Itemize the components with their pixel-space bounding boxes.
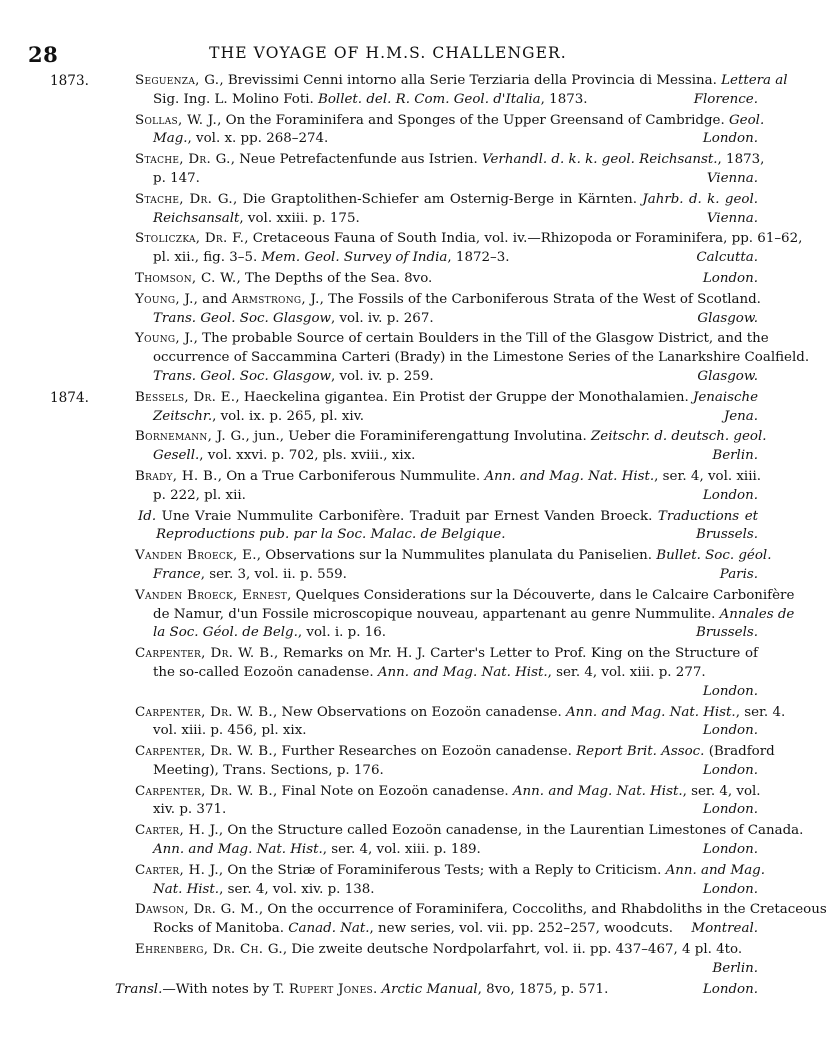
publication-place: Paris. [719, 566, 758, 582]
citation-text: , 8vo, 1875, p. 571. [477, 981, 609, 997]
publication-place: Glasgow. [697, 368, 758, 384]
italic-text: Bullet. Soc. géol. [656, 548, 772, 564]
entry-line [115, 981, 758, 1000]
citation-text: , 1873. [540, 91, 588, 107]
entry-line [135, 762, 758, 781]
italic-text: Trans. Geol. Soc. Glasgow [153, 368, 331, 384]
author-name: Vanden Broeck, E. [135, 548, 257, 564]
citation-text: , jun., Ueber die Foraminiferengattung Involutina. [245, 429, 591, 445]
italic-text: Ann. and Mag. Nat. Hist. [512, 783, 683, 799]
citation-text: , The Depths of the Sea. 8vo. [236, 270, 433, 286]
citation-text: , vol. iv. p. 259. [330, 368, 434, 384]
entry-line [135, 151, 765, 170]
italic-text: Bollet. del. R. Com. Geol. d'Italia [318, 91, 541, 107]
bibliography-entry [135, 862, 765, 902]
entry-line [135, 722, 758, 741]
entry-line [135, 822, 804, 841]
italic-text: Ann. and Mag. Nat. Hist. [377, 664, 548, 680]
citation-text: Meeting), Trans. Sections, p. 176. [153, 762, 384, 778]
citation-text: , ser. 4, vol. xiii. p. 189. [322, 842, 481, 858]
bibliography-entry [135, 822, 804, 862]
italic-text: Geol. [724, 112, 765, 128]
citation-text: , vol. xxiii. p. 175. [239, 210, 360, 226]
bibliography-entry [135, 291, 761, 331]
bibliography-entry [135, 743, 775, 783]
citation-text: vol. xiii. p. 456, pl. xix. [153, 723, 307, 739]
citation-text: , Final Note on Eozoön canadense. [272, 783, 513, 799]
publication-place: London. [702, 802, 758, 818]
author-name: Young, J. [135, 331, 194, 347]
entry-line [135, 960, 758, 979]
italic-text: Jenaische [692, 389, 759, 405]
italic-text: Report Brit. Assoc. [576, 744, 705, 760]
italic-text: France [153, 566, 201, 582]
entry-line [135, 645, 758, 664]
entry-line [135, 91, 758, 110]
entry-line [135, 270, 758, 289]
entry-year: 1873. [50, 73, 89, 89]
bibliography-entry [135, 330, 810, 388]
citation-text: , The probable Source of certain Boulders in the Till of the Glasgow District, and the [193, 331, 769, 347]
citation-text: p. 147. [153, 170, 200, 186]
citation-text: , new series, vol. vii. pp. 252–257, woodcuts. [369, 921, 673, 937]
entry-line [135, 743, 775, 762]
entry-line [135, 901, 827, 920]
italic-text: la Soc. Géol. de Belg. [153, 625, 298, 641]
publication-place: London. [702, 842, 758, 858]
citation-text: the so-called Eozoön canadense. [153, 664, 378, 680]
page-header [28, 42, 748, 67]
entry-line [135, 566, 758, 585]
publication-place: London. [702, 762, 758, 778]
entry-line [135, 547, 772, 566]
entry-line [135, 368, 758, 387]
citation-text: . [372, 981, 382, 997]
italic-text: Reichsansalt [153, 210, 240, 226]
author-name: Seguenza, G. [135, 73, 220, 88]
running-title: THE VOYAGE OF H.M.S. CHALLENGER. [209, 44, 567, 62]
bibliography-entry [50, 389, 759, 429]
entry-line [135, 704, 786, 723]
citation-text: —With notes by T. [162, 981, 289, 997]
italic-text: Mem. Geol. Survey of India [261, 250, 448, 266]
entry-line [135, 664, 758, 683]
author-name: Sollas, W. J. [135, 112, 218, 128]
author-name: Stache, Dr. G. [135, 152, 231, 168]
citation-text: , New Observations on Eozoön canadense. [272, 704, 566, 720]
entry-line [135, 587, 795, 606]
italic-text: Ann. and Mag. Nat. Hist. [565, 704, 736, 720]
author-name: Carpenter, Dr. W. B. [135, 704, 273, 720]
entry-line [135, 249, 758, 268]
publication-place: Jena. [723, 408, 758, 424]
italic-text: Jahrb. d. k. geol. [642, 191, 759, 207]
italic-text: Reproductions pub. par la Soc. Malac. de Belgique. [156, 527, 506, 543]
author-name: Vanden Broeck, Ernest [135, 587, 288, 603]
entry-line [135, 210, 758, 229]
bibliography-entry [138, 508, 758, 548]
italic-text: Nat. Hist. [153, 881, 220, 897]
author-name: Rupert Jones [288, 981, 373, 997]
citation-text: , On the occurrence of Foraminifera, Coccoliths, and Rhabdoliths in the Cretaceous [258, 902, 827, 918]
italic-text: Transl. [115, 981, 163, 997]
citation-text: , On a True Carboniferous Nummulite. [217, 468, 485, 484]
publication-place: Glasgow. [697, 310, 758, 326]
citation-text: , vol. x. pp. 268–274. [187, 131, 329, 147]
publication-place: London. [702, 487, 758, 503]
italic-text: Annales de [719, 606, 795, 622]
citation-text: , Quelques Considerations sur la Découverte, dans le Calcaire Carbonifère [287, 587, 795, 603]
publication-place: Montreal. [691, 921, 758, 937]
citation-text: Rocks of Manitoba. [153, 921, 289, 937]
italic-text: Arctic Manual [381, 981, 478, 997]
author-name: Brady, H. B. [135, 468, 218, 484]
author-name: Stoliczka, Dr. F. [135, 231, 245, 247]
citation-text: , ser. 4, vol. xiv. p. 138. [219, 881, 375, 897]
author-name: Carpenter, Dr. W. B. [135, 646, 275, 662]
publication-place: London. [702, 723, 758, 739]
entry-line [135, 349, 810, 368]
author-name: Dawson, Dr. G. M. [135, 902, 259, 918]
entry-line [135, 468, 762, 487]
bibliography-entry [135, 191, 758, 231]
citation-text: , Brevissimi Cenni intorno alla Serie Terziaria della Provincia di Messina. [219, 73, 717, 88]
citation-text: xiv. p. 371. [153, 802, 227, 818]
entry-line [135, 841, 758, 860]
entry-year: 1874. [50, 389, 89, 406]
author-name: Carter, H. J. [135, 823, 219, 839]
bibliography-entry [135, 901, 827, 941]
citation-text: , Observations sur la Nummulites planulata du Paniselien. [256, 548, 657, 564]
citation-text: de Namur, d'un Fossile microscopique nouveau, appartenant au genre Nummulite. [153, 606, 720, 622]
citation-text: , Die Graptolithen-Schiefer am Osternig-Berge in Kärnten. [232, 191, 643, 207]
citation-text: , ser. 4, vol. xiii. p. 277. [547, 664, 706, 680]
italic-text: Mag. [153, 131, 188, 147]
citation-text: pl. xii., fig. 3–5. [153, 250, 262, 266]
bibliography-entry [50, 72, 788, 112]
bibliography-entry [115, 981, 758, 1002]
citation-text: Une Vraie Nummulite Carbonifère. Traduit par Ernest Vanden Broeck. [156, 508, 658, 524]
citation-text: , 1872–3. [447, 250, 510, 266]
entry-line [135, 130, 758, 149]
entry-line [135, 920, 758, 939]
publication-place: Vienna. [706, 170, 758, 186]
italic-text: Zeitschr. d. deutsch. geol. [590, 429, 767, 445]
page-number: 28 [28, 42, 59, 67]
entry-line [135, 487, 758, 506]
author-name: Armstrong, J. [231, 291, 320, 307]
citation-text: (Bradford [704, 744, 775, 760]
italic-text: Trans. Geol. Soc. Glasgow [153, 310, 331, 326]
citation-text: , Die zweite deutsche Nordpolarfahrt, vol. ii. pp. 437–467, 4 pl. 4to. [282, 942, 743, 958]
italic-text: Ann. and Mag. [665, 862, 765, 878]
entry-line [135, 408, 758, 427]
publication-place: London. [702, 131, 758, 147]
entry-line [135, 801, 758, 820]
citation-text: , Remarks on Mr. H. J. Carter's Letter to Prof. King on the Structure of [274, 646, 758, 662]
author-name: Young, J. [135, 291, 194, 307]
italic-text: Gesell. [153, 448, 200, 464]
citation-text: , On the Striæ of Foraminiferous Tests; with a Reply to Criticism. [218, 862, 666, 878]
publication-place: London. [702, 981, 758, 997]
citation-text: , On the Foraminifera and Sponges of the Upper Greensand of Cambridge. [217, 112, 725, 128]
citation-text: , vol. i. p. 16. [297, 625, 387, 641]
bibliography-entry [135, 783, 761, 823]
bibliography-entry [135, 941, 758, 981]
italic-text: Id. [138, 508, 157, 524]
citation-text: , vol. ix. p. 265, pl. xiv. [212, 408, 364, 424]
author-name: Carpenter, Dr. W. B. [135, 744, 273, 760]
entry-line [135, 330, 769, 349]
entry-line [135, 862, 765, 881]
bibliography-entry [135, 151, 765, 191]
author-name: Thomson, C. W. [135, 270, 237, 286]
publication-place: Vienna. [706, 210, 758, 226]
entry-line [135, 447, 758, 466]
entry-line [135, 72, 788, 91]
bibliography-entry [135, 230, 803, 270]
entry-line [135, 881, 758, 900]
author-name: Bornemann, J. G. [135, 429, 246, 445]
entry-line [135, 683, 758, 702]
entry-line [135, 112, 765, 131]
italic-text: Lettera al [716, 73, 788, 88]
bibliography-entry [135, 704, 786, 744]
citation-text: , The Fossils of the Carboniferous Strata of the West of Scotland. [319, 291, 761, 307]
italic-text: Canad. Nat. [288, 921, 370, 937]
publication-place: Berlin. [712, 960, 758, 976]
author-name: Bessels, Dr. E. [135, 389, 236, 405]
bibliography-entry [135, 587, 795, 645]
citation-text: , and [193, 291, 232, 307]
author-name: Carter, H. J. [135, 862, 219, 878]
bibliography-entry [135, 547, 772, 587]
citation-text: , Neue Petrefactenfunde aus Istrien. [230, 152, 483, 168]
italic-text: Zeitschr. [153, 408, 213, 424]
citation-text: occurrence of Saccammina Carteri (Brady) in the Limestone Series of the Lanarkshire Coalfield. [153, 350, 810, 366]
entry-line [138, 526, 758, 545]
citation-text: , ser. 4, vol. xiii. [654, 468, 762, 484]
entry-line [135, 941, 758, 960]
entry-line [135, 310, 758, 329]
bibliography-entry [135, 270, 758, 291]
bibliography-entry [135, 112, 765, 152]
entry-line [138, 508, 758, 527]
citation-text: , Further Researches on Eozoön canadense. [272, 744, 577, 760]
publication-place: Brussels. [696, 527, 758, 543]
author-name: Carpenter, Dr. W. B. [135, 783, 273, 799]
entry-line [135, 428, 767, 447]
citation-text: Sig. Ing. L. Molino Foti. [153, 91, 319, 107]
italic-text: Traductions et [657, 508, 759, 524]
citation-text: , ser. 4, vol. [682, 783, 761, 799]
italic-text: Verhandl. d. k. k. geol. Reichsanst. [482, 152, 718, 168]
author-name: Stache, Dr. G. [135, 191, 233, 207]
citation-text: , vol. iv. p. 267. [330, 310, 434, 326]
italic-text: Ann. and Mag. Nat. Hist. [153, 842, 323, 858]
citation-text: , Haeckelina gigantea. Ein Protist der Gruppe der Monothalamien. [235, 389, 693, 405]
entry-line [135, 170, 758, 189]
bibliography-entry [135, 468, 762, 508]
publication-place: Brussels. [696, 625, 758, 641]
bibliography-list [0, 72, 827, 1001]
bibliography-entry [135, 645, 758, 703]
entry-line [135, 191, 758, 210]
citation-text: , On the Structure called Eozoön canadense, in the Laurentian Limestones of Canada. [218, 823, 804, 839]
citation-text: , ser. 4. [735, 704, 786, 720]
entry-line [135, 389, 758, 408]
publication-place: London. [702, 881, 758, 897]
publication-place: London. [702, 270, 758, 286]
bibliography-entry [135, 428, 767, 468]
entry-line [135, 624, 758, 643]
entry-line [135, 783, 761, 802]
citation-text: , Cretaceous Fauna of South India, vol. iv.—Rhizopoda or Foraminifera, pp. 61–62, [244, 231, 803, 247]
citation-text: p. 222, pl. xii. [153, 487, 246, 503]
author-name: Ehrenberg, Dr. Ch. G. [135, 942, 283, 958]
publication-place: London. [702, 683, 758, 699]
citation-text: , 1873, [717, 152, 765, 168]
citation-text: , ser. 3, vol. ii. p. 559. [200, 566, 347, 582]
entry-line [135, 606, 795, 625]
entry-line [135, 291, 761, 310]
citation-text: , vol. xxvi. p. 702, pls. xviii., xix. [199, 448, 416, 464]
entry-line [135, 230, 803, 249]
publication-place: Calcutta. [696, 250, 758, 266]
publication-place: Berlin. [712, 448, 758, 464]
italic-text: Ann. and Mag. Nat. Hist. [484, 468, 655, 484]
publication-place: Florence. [693, 91, 758, 107]
